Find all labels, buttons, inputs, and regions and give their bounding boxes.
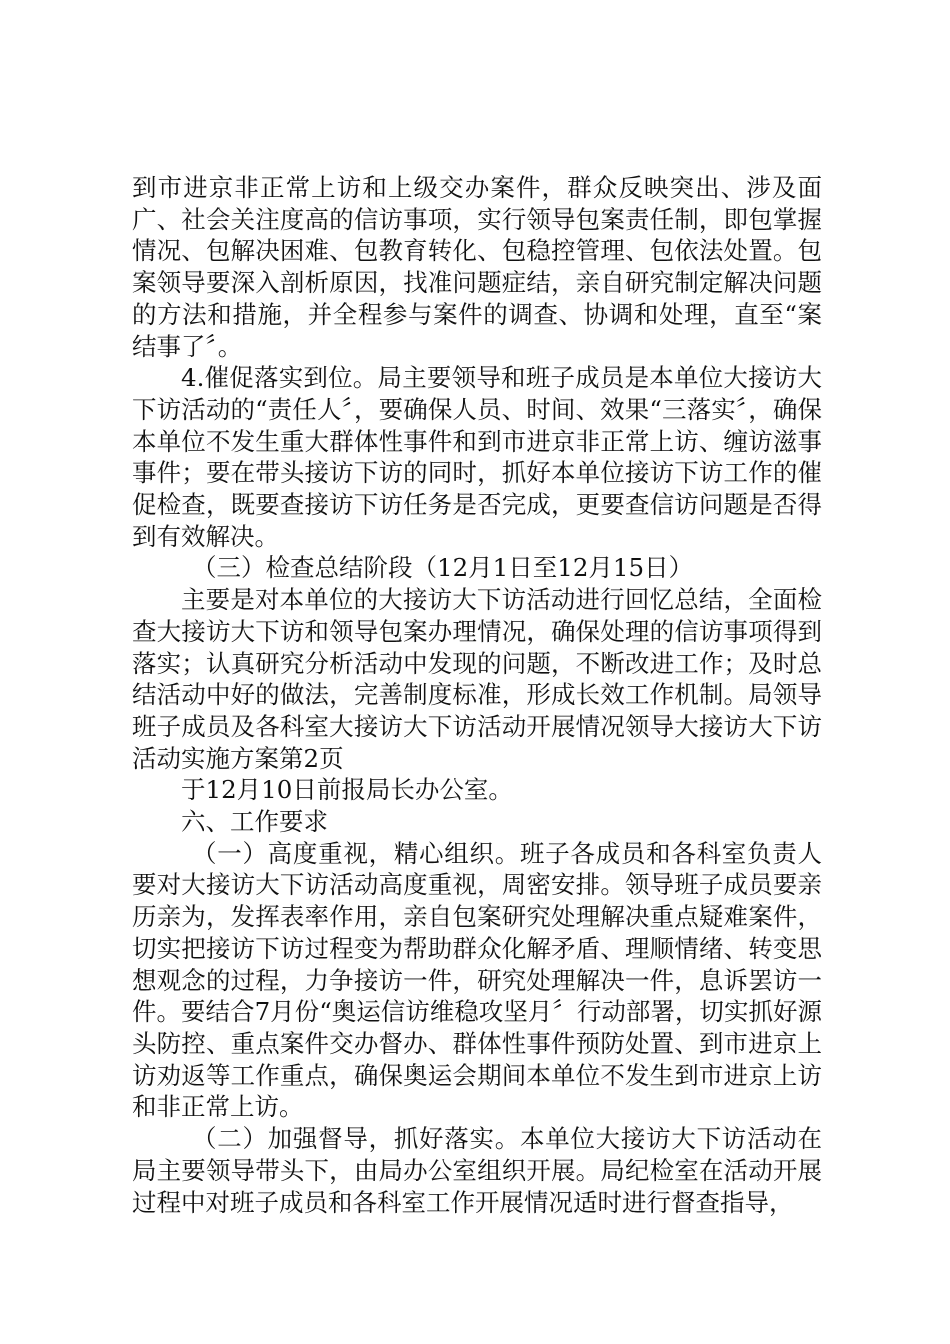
section-heading-requirements: 六、工作要求: [181, 807, 328, 837]
paragraph-phase-3-body: 主要是对本单位的大接访大下访活动进行回忆总结，全面检查大接访大下访和领导包案办理情况，确保处理的信访事项得到落实；认真研究分析活动中发现的问题，不断改进工作；及时总结活动中好的做法，完善制度标准，形成长效工作机制。局领导班子成员及各科室大接访大下访活动开展情况领导大接访大下访活动实施方案第2页: [132, 585, 822, 773]
document-body: [132, 172, 822, 1218]
paragraph-continuation: 到市进京非正常上访和上级交办案件，群众反映突出、涉及面广、社会关注度高的信访事项，实行领导包案责任制，即包掌握情况、包解决困难、包教育转化、包稳控管理、包依法处置。包案领导要深入剖析原因，找准问题症结，亲自研究制定解决问题的方法和措施，并全程参与案件的调查、协调和处理，直至“案结事了〞。: [132, 173, 822, 361]
section-heading-phase-3: （三）检查总结阶段（12月1日至12月15日）: [192, 553, 694, 583]
paragraph-requirement-2: （二）加强督导，抓好落实。本单位大接访大下访活动在局主要领导带头下，由局办公室组织开展。局纪检室在活动开展过程中对班子成员和各科室工作开展情况适时进行督查指导，: [132, 1124, 822, 1217]
paragraph-item-4: 4.催促落实到位。局主要领导和班子成员是本单位大接访大下访活动的“责任人〞，要确保人员、时间、效果“三落实〞，确保本单位不发生重大群体性事件和到市进京非正常上访、缠访滋事事件；要在带头接访下访的同时，抓好本单位接访下访工作的催促检查，既要查接访下访任务是否完成，更要查信访问题是否得到有效解决。: [132, 363, 822, 551]
paragraph-deadline: 于12月10日前报局长办公室。: [181, 775, 513, 805]
paragraph-requirement-1: （一）高度重视，精心组织。班子各成员和各科室负责人要对大接访大下访活动高度重视，周密安排。领导班子成员要亲历亲为，发挥表率作用，亲自包案研究处理解决重点疑难案件，切实把接访下访过程变为帮助群众化解矛盾、理顺情绪、转变思想观念的过程，力争接访一件，研究处理解决一件，息诉罢访一件。要结合7月份“奥运信访维稳攻坚月〞行动部署，切实抓好源头防控、重点案件交办督办、群体性事件预防处置、到市进京上访劝返等工作重点，确保奥运会期间本单位不发生到市进京上访和非正常上访。: [132, 838, 822, 1122]
